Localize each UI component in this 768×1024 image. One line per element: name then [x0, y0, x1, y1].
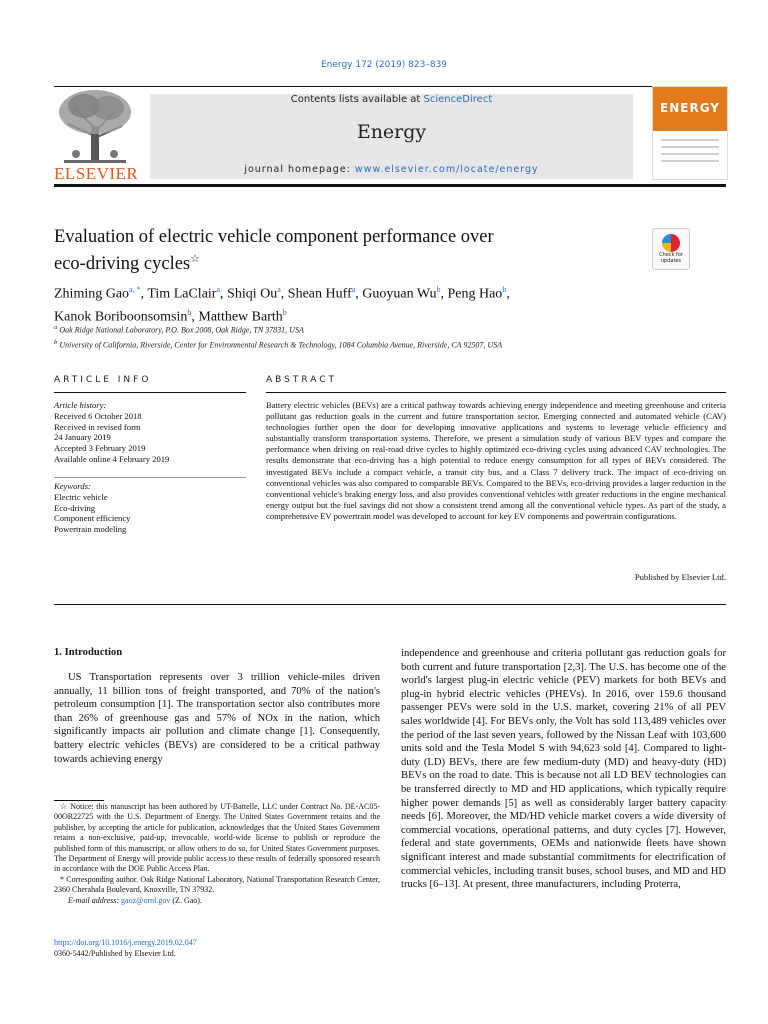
- author-2: Shiqi Ou: [227, 286, 278, 302]
- homepage-line: [150, 164, 633, 175]
- sciencedirect-link[interactable]: ScienceDirect: [423, 94, 493, 105]
- article-info-heading: ARTICLE INFO: [54, 375, 152, 385]
- keyword: Powertrain modeling: [54, 524, 127, 535]
- email-label: E-mail address:: [68, 895, 122, 905]
- cover-title: ENERGY: [660, 101, 720, 115]
- author-1: Tim LaClair: [147, 286, 217, 302]
- footnote-email-line: [54, 896, 380, 906]
- author-6: Kanok Boriboonsomsin: [54, 309, 188, 325]
- journal-citation[interactable]: Energy 172 (2019) 823–839: [320, 60, 448, 70]
- title-line-1: Evaluation of electric vehicle component performance over: [54, 227, 494, 247]
- affiliation-mark: a: [54, 324, 58, 331]
- author-0-aff[interactable]: a, *: [129, 285, 141, 294]
- author-sep: ,: [280, 286, 288, 302]
- keywords-rule: [54, 477, 246, 478]
- abstract-bottom-rule: [54, 604, 726, 605]
- author-1-aff[interactable]: a: [216, 285, 221, 294]
- body-column-right: independence and greenhouse and criteria pollutant gas reduction goals for both current and future transportation [2,3]. The U.S. has become one of the world's largest plug-in electric vehicle (PEV) markets for both BEVs and plug-in hybrid electric vehicles (PHEVs). In 2016, over 159.6 thousand passenger PEVs were sold in the U.S. market, covering 21% of all PEV sales worldwide [4]. For BEVs only, the Volt has sold 113,489 vehicles over the period of the last seven years, followed by the Nissan Leaf with 103,600 units sold and the Tesla Model S with 94,623 sold [4]. Compared to light-duty (LD) BEVs, there are few medium-duty (MD) and heavy-duty (HD) BEVs on the road to date. This is because not all LD BEV technologies can be transferred directly to MD and HD applications, which typically require higher power demands [5] as well as considerably larger battery capacity needs [6]. Moreover, the MD/HD vehicle market covers a wide diversity of commercial vocations, operational patterns, and duty cycles [7]. However, federal and state governments, OEMs and nationwide fleets have shown significant interest and made substantial commitments for electrification of commercial vehicles, including transit buses, school buses, and MD and HD trucks [6–13]. At present, three manufacturers, including Proterra,: [401, 648, 726, 891]
- email-link[interactable]: gaoz@ornl.gov: [121, 895, 171, 905]
- author-sep: ,: [220, 286, 228, 302]
- journal-name: Energy: [356, 121, 427, 143]
- journal-homepage-link[interactable]: www.elsevier.com/locate/energy: [354, 164, 539, 175]
- affiliation-mark: b: [54, 338, 58, 346]
- check-for-updates-badge[interactable]: [652, 228, 690, 270]
- footnote-corresponding: * Corresponding author. Oak Ridge National Laboratory, National Transportation Research Center, 2360 Cherahala Boulevard, Knoxville, TN 37932.: [54, 874, 380, 895]
- footnote-rule: [54, 800, 104, 801]
- history-label: Article history:: [54, 400, 107, 410]
- author-sep: ,: [140, 286, 148, 302]
- title-footnote-mark[interactable]: ☆: [190, 253, 200, 265]
- history-item: Available online 4 February 2019: [54, 453, 170, 464]
- affiliation-b: [54, 337, 726, 352]
- homepage-prefix: journal homepage:: [244, 164, 355, 175]
- history-item: Received in revised form: [54, 421, 141, 432]
- cover-text-lines: [661, 139, 719, 167]
- affiliation-text: University of California, Riverside, Center for Environmental Research & Technology, 1084 Columbia Avenue, Riverside, CA 92507, USA: [59, 340, 503, 350]
- author-sep: ,: [440, 286, 448, 302]
- affiliations: [54, 322, 726, 351]
- author-4-aff[interactable]: b: [436, 285, 441, 294]
- history-item: Accepted 3 February 2019: [54, 443, 146, 454]
- keyword: Eco-driving: [54, 502, 96, 513]
- keywords-label: Keywords:: [54, 481, 91, 491]
- author-5: Peng Hao: [447, 286, 503, 302]
- author-2-aff[interactable]: a: [277, 285, 281, 294]
- author-4: Guoyuan Wu: [362, 286, 437, 302]
- keyword: Electric vehicle: [54, 491, 108, 502]
- contents-line: [150, 94, 633, 105]
- tree-icon: [54, 88, 136, 166]
- body-column-left: US Transportation represents over 3 trillion vehicle-miles driven annually, 11 billion tons of freight transported, and 70% of the nation's petroleum consumption [1]. The transportation sector also contributes more than 26% of greenhouse gas and 57% of NOx in the nation, which significantly impacts air pollution and climate change [1]. Consequently, battery electric vehicles (BEVs) are considered to be a critical pathway towards achieving energy: [54, 672, 380, 765]
- affiliation-text: Oak Ridge National Laboratory, P.O. Box 2008, Oak Ridge, TN 37831, USA: [59, 325, 304, 335]
- badge-line-2: updates: [660, 257, 682, 264]
- article-history: [54, 400, 254, 465]
- author-list: [54, 281, 654, 326]
- publisher-wordmark: ELSEVIER: [54, 164, 139, 183]
- abstract-text: Battery electric vehicles (BEVs) are a critical pathway towards achieving energy independence and meeting greenhouse and criteria pollutant gas reduction goals in the current and future transportation sector. Emerging connected and automated vehicle (CAV) technologies further open the door for developing innovative applications and systems to leverage vehicle efficiency and substantially transform transportation systems. Therefore, we present a simulation study of various BEV types and compare the performance when driving on real-road drive cycles to highly optimized eco-driving cycles using advanced CAV technologies. The results demonstrate that eco-driving has a high potential to reduce energy consumption for all types of BEVs considered. The investigated BEVs include a compact vehicle, a transit city bus, and a Class 7 delivery truck. The impact of eco-driving on conventional vehicles was also compared to comparable BEVs. Compared to the BEVs, eco-driving provides a larger reduction in the conventional vehicle's braking energy loss, and also provides conventional vehicles with greater reductions in the engine mechanical energy output but the fuel savings did not show a consistent trend among all the conventional vehicle types. As part of the study, a comprehensive EV powertrain model was developed to account for key EV components and powertrain configurations.: [266, 400, 726, 521]
- abstract-heading: ABSTRACT: [266, 375, 338, 385]
- journal-cover-thumbnail[interactable]: [652, 86, 728, 180]
- history-item: 24 January 2019: [54, 432, 111, 443]
- masthead-bottom-rule: [54, 184, 726, 187]
- author-5-aff[interactable]: b: [502, 285, 507, 294]
- title-line-2: eco-driving cycles: [54, 254, 191, 275]
- author-sep: ,: [191, 309, 199, 325]
- keywords: [54, 481, 254, 535]
- contents-prefix: Contents lists available at: [290, 94, 424, 105]
- author-0: Zhiming Gao: [54, 286, 130, 302]
- issn-line: 0360-5442/Published by Elsevier Ltd.: [54, 949, 176, 958]
- masthead-top-rule: [54, 86, 726, 87]
- doi-link[interactable]: https://doi.org/10.1016/j.energy.2019.02.047: [54, 938, 197, 947]
- elsevier-logo[interactable]: [54, 88, 139, 184]
- author-7-aff[interactable]: b: [282, 307, 287, 317]
- history-item: Received 6 October 2018: [54, 410, 142, 421]
- author-6-aff[interactable]: b: [187, 307, 192, 317]
- author-3: Shean Huff: [287, 286, 352, 302]
- author-7: Matthew Barth: [198, 309, 283, 325]
- crossmark-icon: [662, 234, 680, 252]
- abstract-rule: [266, 392, 726, 393]
- author-sep: ,: [355, 286, 363, 302]
- section-heading-introduction: 1. Introduction: [54, 647, 123, 658]
- author-sep: ,: [506, 286, 510, 302]
- article-info-rule: [54, 392, 246, 393]
- abstract-publisher-note: Published by Elsevier Ltd.: [634, 572, 726, 582]
- article-title: [54, 226, 614, 275]
- footnotes: [54, 802, 380, 906]
- badge-line-1: Check for: [659, 252, 683, 258]
- cover-band: [653, 87, 727, 131]
- journal-masthead: [150, 94, 633, 179]
- author-3-aff[interactable]: a: [351, 285, 356, 294]
- keyword: Component efficiency: [54, 513, 131, 524]
- affiliation-a: [54, 322, 726, 337]
- email-suffix: (Z. Gao).: [170, 895, 202, 905]
- footnote-notice: ☆ Notice: this manuscript has been authored by UT-Battelle, LLC under Contract No. DE-AC05-00OR22725 with the U.S. Department of Energy. The United States Government retains and the publisher, by accepting the article for publication, acknowledges that the United States Government retains a non-exclusive, paid-up, irrevocable, world-wide license to publish or reproduce the published form of this manuscript, or allow others to do so, for United States Government purposes. The Department of Energy will provide public access to these results of federally sponsored research in accordance with the DOE Public Access Plan.: [54, 802, 380, 874]
